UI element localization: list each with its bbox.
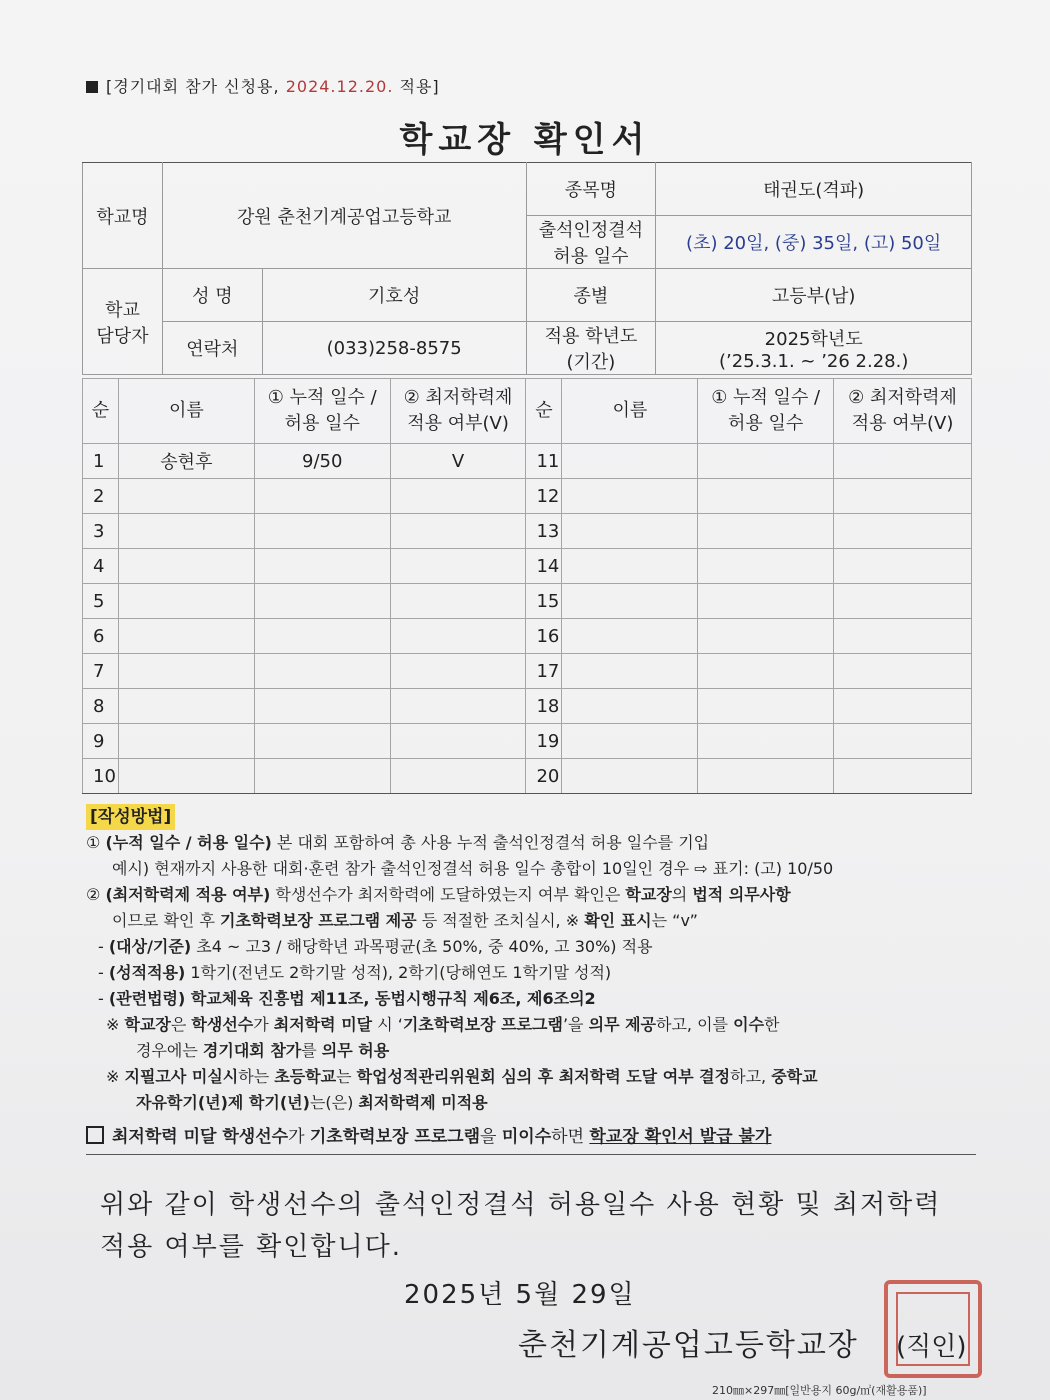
header-name-left: 이름	[118, 379, 254, 444]
row-seq: 2	[83, 479, 119, 514]
header-seq-right: 순	[526, 379, 562, 444]
roster-table	[82, 378, 972, 794]
confirmation-date: 2025년 5월 29일	[404, 1280, 636, 1310]
row-name	[118, 549, 254, 584]
division-value: 고등부(남)	[656, 269, 972, 322]
header-note-suffix: 적용]	[393, 77, 440, 96]
phone-label: 연락처	[162, 322, 262, 375]
header-min-left: ② 최저학력제 적용 여부(V)	[390, 379, 526, 444]
row-days	[254, 619, 390, 654]
principal-name: 춘천기계공업고등학교장	[518, 1328, 859, 1363]
row-min	[834, 479, 972, 514]
square-bullet-icon	[86, 81, 98, 93]
row-min	[834, 759, 972, 794]
row-seq: 13	[526, 514, 562, 549]
row-min	[834, 514, 972, 549]
row-seq: 5	[83, 584, 119, 619]
row-seq: 11	[526, 444, 562, 479]
row-min	[834, 549, 972, 584]
row-min	[834, 654, 972, 689]
instruction-line-3: ② (최저학력제 적용 여부) 학생선수가 최저학력에 도달하였는지 여부 확인은 학교장의 법적 의무사항	[86, 885, 791, 904]
row-name	[118, 514, 254, 549]
row-seq: 19	[526, 724, 562, 759]
row-days	[254, 584, 390, 619]
row-min	[390, 724, 526, 759]
instruction-line-8: ※ 학교장은 학생선수가 최저학력 미달 시 ‘기초학력보장 프로그램’을 의무 제공하고, 이를 이수한	[106, 1015, 780, 1034]
row-name: 송현후	[118, 444, 254, 479]
row-min	[834, 724, 972, 759]
row-days	[698, 584, 834, 619]
table-row	[83, 619, 972, 654]
row-name	[118, 759, 254, 794]
row-seq: 1	[83, 444, 119, 479]
row-min	[834, 584, 972, 619]
table-row	[83, 444, 972, 479]
header-min-right: ② 최저학력제 적용 여부(V)	[834, 379, 972, 444]
row-days	[698, 549, 834, 584]
name-value: 기호성	[262, 269, 526, 322]
row-days	[254, 724, 390, 759]
header-name-right: 이름	[562, 379, 698, 444]
contact-person-label: 학교 담당자	[83, 269, 163, 375]
row-days	[254, 689, 390, 724]
row-seq: 15	[526, 584, 562, 619]
row-min	[834, 444, 972, 479]
table-row	[83, 479, 972, 514]
row-days	[254, 514, 390, 549]
table-row	[83, 514, 972, 549]
allowed-days-label: 출석인정결석 허용 일수	[526, 216, 656, 269]
row-min	[834, 619, 972, 654]
paper-spec: 210㎜×297㎜[일반용지 60g/㎡(재활용품)]	[712, 1384, 927, 1397]
table-row	[83, 584, 972, 619]
row-seq: 9	[83, 724, 119, 759]
row-name	[562, 654, 698, 689]
row-min: V	[390, 444, 526, 479]
header-note	[86, 74, 440, 97]
row-name	[562, 479, 698, 514]
row-seq: 10	[83, 759, 119, 794]
table-row	[83, 654, 972, 689]
row-name	[118, 619, 254, 654]
table-row	[83, 689, 972, 724]
row-min	[390, 584, 526, 619]
row-min	[834, 689, 972, 724]
row-days	[254, 479, 390, 514]
instruction-line-7: - (관련법령) 학교체육 진흥법 제11조, 동법시행규칙 제6조, 제6조의2	[98, 989, 596, 1008]
row-min	[390, 514, 526, 549]
header-note-date: 2024.12.20.	[285, 77, 394, 96]
instruction-line-1: ① (누적 일수 / 허용 일수) 본 대회 포함하여 총 사용 누적 출석인정결석 허용 일수를 기입	[86, 833, 710, 852]
info-table	[82, 162, 972, 375]
row-days	[698, 654, 834, 689]
row-name	[118, 654, 254, 689]
row-name	[562, 689, 698, 724]
row-name	[562, 549, 698, 584]
row-min	[390, 654, 526, 689]
row-days	[254, 654, 390, 689]
allowed-days-value: (초) 20일, (중) 35일, (고) 50일	[656, 216, 972, 269]
instruction-line-9: 경우에는 경기대회 참가를 의무 허용	[136, 1041, 390, 1060]
row-seq: 14	[526, 549, 562, 584]
instruction-line-2: 예시) 현재까지 사용한 대회·훈련 참가 출석인정결석 허용 일수 총합이 10일인 경우 ⇨ 표기: (고) 10/50	[112, 859, 834, 878]
instructions	[86, 804, 976, 1155]
row-name	[562, 724, 698, 759]
row-days	[254, 549, 390, 584]
header-seq-left: 순	[83, 379, 119, 444]
row-seq: 6	[83, 619, 119, 654]
row-seq: 12	[526, 479, 562, 514]
row-name	[562, 584, 698, 619]
school-label: 학교명	[83, 163, 163, 269]
row-name	[562, 514, 698, 549]
row-seq: 8	[83, 689, 119, 724]
row-name	[562, 444, 698, 479]
row-seq: 17	[526, 654, 562, 689]
row-seq: 4	[83, 549, 119, 584]
final-warning: 최저학력 미달 학생선수가 기초학력보장 프로그램을 미이수하면 학교장 확인서 발급 불가	[86, 1124, 976, 1155]
instruction-line-4: 이므로 확인 후 기초학력보장 프로그램 제공 등 적절한 조치실시, ※ 확인 표시는 “v”	[112, 911, 698, 930]
year-value: 2025학년도 (’25.3.1. ~ ’26 2.28.)	[656, 322, 972, 375]
header-note-prefix: [경기대회 참가 신청용,	[106, 77, 286, 96]
row-days	[254, 759, 390, 794]
seal-label: (직인)	[896, 1332, 967, 1362]
row-days	[698, 759, 834, 794]
year-label: 적용 학년도 (기간)	[526, 322, 656, 375]
table-row	[83, 549, 972, 584]
row-min	[390, 479, 526, 514]
row-min	[390, 549, 526, 584]
table-row	[83, 724, 972, 759]
arrow-box-icon	[86, 1126, 104, 1144]
row-days	[698, 689, 834, 724]
row-name	[118, 689, 254, 724]
row-days	[698, 514, 834, 549]
row-days: 9/50	[254, 444, 390, 479]
row-name	[118, 584, 254, 619]
row-min	[390, 759, 526, 794]
name-label: 성 명	[162, 269, 262, 322]
instruction-line-5: - (대상/기준) 초4 ~ 고3 / 해당학년 과목평균(초 50%, 중 40%, 고 30%) 적용	[98, 937, 653, 956]
instruction-line-6: - (성적적용) 1학기(전년도 2학기말 성적), 2학기(당해연도 1학기말 성적)	[98, 963, 612, 982]
row-seq: 16	[526, 619, 562, 654]
row-seq: 7	[83, 654, 119, 689]
row-seq: 3	[83, 514, 119, 549]
header-days-left: ① 누적 일수 / 허용 일수	[254, 379, 390, 444]
phone-value: (033)258-8575	[262, 322, 526, 375]
row-days	[698, 724, 834, 759]
row-seq: 20	[526, 759, 562, 794]
header-days-right: ① 누적 일수 / 허용 일수	[698, 379, 834, 444]
instruction-line-11: 자유학기(년)제 학기(년)는(은) 최저학력제 미적용	[136, 1093, 488, 1112]
row-days	[698, 479, 834, 514]
division-label: 종별	[526, 269, 656, 322]
row-days	[698, 444, 834, 479]
document-title: 학교장 확인서	[399, 120, 651, 160]
row-name	[562, 619, 698, 654]
row-min	[390, 689, 526, 724]
row-days	[698, 619, 834, 654]
school-value: 강원 춘천기계공업고등학교	[162, 163, 526, 269]
row-name	[118, 479, 254, 514]
instruction-line-10: ※ 지필고사 미실시하는 초등학교는 학업성적관리위원회 심의 후 최저학력 도달 여부 결정하고, 중학교	[106, 1067, 818, 1086]
row-name	[562, 759, 698, 794]
row-seq: 18	[526, 689, 562, 724]
row-name	[118, 724, 254, 759]
table-row	[83, 759, 972, 794]
event-value: 태권도(격파)	[656, 163, 972, 216]
event-label: 종목명	[526, 163, 656, 216]
row-min	[390, 619, 526, 654]
confirmation-statement: 위와 같이 학생선수의 출석인정결석 허용일수 사용 현황 및 최저학력 적용 여부를 확인합니다.	[100, 1190, 942, 1262]
instructions-tag: [작성방법]	[86, 804, 175, 830]
